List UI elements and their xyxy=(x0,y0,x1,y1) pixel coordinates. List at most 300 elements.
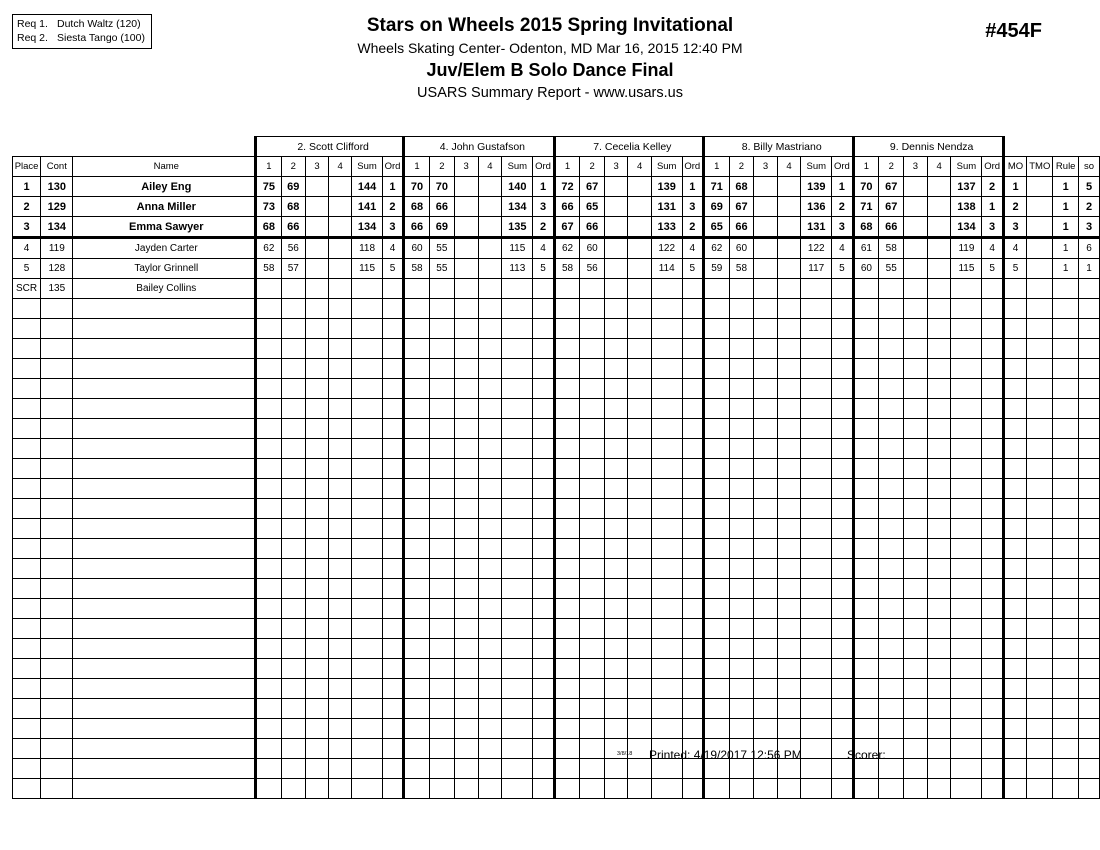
cell-rule xyxy=(1053,399,1079,419)
cell-score xyxy=(329,699,352,719)
cell-score: 70 xyxy=(853,177,879,197)
cell-rule xyxy=(1053,419,1079,439)
cell-score xyxy=(305,359,328,379)
cell-sum: 113 xyxy=(502,259,533,279)
cell-score xyxy=(904,238,928,259)
cell-score xyxy=(777,299,801,319)
cell-score: 55 xyxy=(429,238,454,259)
cell-score xyxy=(478,399,502,419)
cell-place xyxy=(13,479,41,499)
cell-so xyxy=(1079,759,1100,779)
cell-score xyxy=(454,217,478,238)
cell-score xyxy=(604,519,627,539)
cell-sum xyxy=(801,379,832,399)
cell-score xyxy=(454,539,478,559)
cell-sum xyxy=(352,399,383,419)
cell-score xyxy=(904,299,928,319)
cell-ord xyxy=(682,479,703,499)
cell-ord: 4 xyxy=(382,238,403,259)
cell-rule xyxy=(1053,459,1079,479)
cell-score xyxy=(927,238,951,259)
cell-mo xyxy=(1003,659,1027,679)
cell-sum: 114 xyxy=(651,259,682,279)
judge-header-spacer xyxy=(13,137,256,157)
cell-score xyxy=(777,579,801,599)
table-row-blank xyxy=(13,759,1100,779)
cell-cont xyxy=(41,419,73,439)
cell-score xyxy=(580,279,605,299)
cell-ord xyxy=(682,779,703,799)
cell-tmo xyxy=(1027,238,1053,259)
cell-score xyxy=(703,479,729,499)
cell-name xyxy=(73,419,256,439)
cell-ord xyxy=(533,439,554,459)
cell-ord: 2 xyxy=(832,197,853,217)
cell-score xyxy=(754,177,778,197)
col-header-score-3: 3 xyxy=(454,157,478,177)
cell-mo xyxy=(1003,779,1027,799)
cell-sum xyxy=(801,779,832,799)
cell-score xyxy=(604,177,627,197)
cell-sum xyxy=(951,459,982,479)
cell-sum xyxy=(502,779,533,799)
cell-score xyxy=(256,679,281,699)
cell-so xyxy=(1079,679,1100,699)
cell-sum xyxy=(651,579,682,599)
cell-score xyxy=(404,539,430,559)
cell-place: 3 xyxy=(13,217,41,238)
cell-score xyxy=(281,419,305,439)
cell-ord xyxy=(682,619,703,639)
cell-score xyxy=(329,359,352,379)
cell-ord xyxy=(832,519,853,539)
cell-score xyxy=(404,459,430,479)
cell-score xyxy=(256,479,281,499)
cell-place xyxy=(13,299,41,319)
cell-score: 69 xyxy=(429,217,454,238)
cell-score xyxy=(478,659,502,679)
cell-ord xyxy=(382,359,403,379)
cell-score xyxy=(281,539,305,559)
cell-sum xyxy=(352,639,383,659)
cell-cont xyxy=(41,639,73,659)
cell-sum xyxy=(502,599,533,619)
cell-score xyxy=(628,759,651,779)
cell-sum xyxy=(352,559,383,579)
cell-score xyxy=(329,379,352,399)
col-header-ord: Ord xyxy=(832,157,853,177)
cell-score xyxy=(927,579,951,599)
cell-cont xyxy=(41,459,73,479)
cell-score xyxy=(628,439,651,459)
cell-score xyxy=(628,217,651,238)
cell-score xyxy=(628,679,651,699)
cell-score xyxy=(329,279,352,299)
cell-cont xyxy=(41,479,73,499)
cell-ord: 2 xyxy=(533,217,554,238)
cell-score xyxy=(554,279,580,299)
cell-score xyxy=(879,399,904,419)
cell-so xyxy=(1079,419,1100,439)
cell-sum: 139 xyxy=(801,177,832,197)
cell-score xyxy=(904,739,928,759)
cell-ord xyxy=(832,659,853,679)
cell-score xyxy=(853,519,879,539)
cell-score xyxy=(853,299,879,319)
cell-score xyxy=(580,299,605,319)
cell-tmo xyxy=(1027,499,1053,519)
cell-rule xyxy=(1053,659,1079,679)
cell-so xyxy=(1079,299,1100,319)
cell-score xyxy=(580,519,605,539)
cell-so xyxy=(1079,379,1100,399)
cell-so xyxy=(1079,559,1100,579)
cell-sum xyxy=(651,339,682,359)
cell-score xyxy=(729,499,754,519)
cell-score xyxy=(404,519,430,539)
cell-score xyxy=(256,519,281,539)
cell-score xyxy=(754,238,778,259)
cell-ord xyxy=(533,539,554,559)
cell-score xyxy=(305,639,328,659)
cell-sum xyxy=(801,659,832,679)
cell-cont xyxy=(41,659,73,679)
cell-ord xyxy=(682,379,703,399)
cell-score: 58 xyxy=(879,238,904,259)
cell-tmo xyxy=(1027,539,1053,559)
cell-score xyxy=(729,479,754,499)
cell-score xyxy=(256,559,281,579)
event-code: #454F xyxy=(985,20,1042,42)
cell-score xyxy=(729,279,754,299)
col-header-ord: Ord xyxy=(982,157,1003,177)
cell-score xyxy=(478,279,502,299)
cell-sum xyxy=(502,499,533,519)
cell-mo xyxy=(1003,419,1027,439)
cell-score xyxy=(904,539,928,559)
cell-cont xyxy=(41,719,73,739)
cell-ord xyxy=(982,419,1003,439)
cell-mo xyxy=(1003,379,1027,399)
cell-name xyxy=(73,319,256,339)
col-header-sum: Sum xyxy=(352,157,383,177)
cell-score xyxy=(281,339,305,359)
cell-score xyxy=(604,238,627,259)
cell-score xyxy=(628,197,651,217)
cell-ord xyxy=(533,559,554,579)
cell-tmo xyxy=(1027,339,1053,359)
cell-score xyxy=(256,419,281,439)
cell-so xyxy=(1079,579,1100,599)
cell-score xyxy=(853,699,879,719)
cell-score xyxy=(879,339,904,359)
cell-score xyxy=(729,359,754,379)
cell-ord xyxy=(832,459,853,479)
cell-sum xyxy=(502,679,533,699)
cell-score xyxy=(777,559,801,579)
col-header-score-1: 1 xyxy=(703,157,729,177)
cell-sum xyxy=(651,719,682,739)
cell-sum xyxy=(801,479,832,499)
cell-so xyxy=(1079,539,1100,559)
cell-score xyxy=(454,499,478,519)
cell-score xyxy=(729,699,754,719)
cell-sum xyxy=(951,599,982,619)
cell-score xyxy=(554,319,580,339)
cell-ord xyxy=(682,599,703,619)
cell-sum xyxy=(951,579,982,599)
cell-score xyxy=(777,719,801,739)
cell-score xyxy=(329,419,352,439)
cell-score xyxy=(604,319,627,339)
cell-score xyxy=(729,299,754,319)
cell-score xyxy=(329,519,352,539)
cell-place: 1 xyxy=(13,177,41,197)
cell-score xyxy=(904,279,928,299)
cell-score xyxy=(777,359,801,379)
cell-score xyxy=(904,419,928,439)
cell-score xyxy=(454,439,478,459)
col-header-tmo: TMO xyxy=(1027,157,1053,177)
cell-score xyxy=(604,559,627,579)
cell-score xyxy=(478,359,502,379)
cell-score xyxy=(927,479,951,499)
cell-score xyxy=(305,539,328,559)
cell-score xyxy=(927,719,951,739)
cell-score xyxy=(305,177,328,197)
table-row-blank xyxy=(13,519,1100,539)
cell-sum xyxy=(352,599,383,619)
cell-mo xyxy=(1003,479,1027,499)
cell-score xyxy=(754,679,778,699)
cell-score xyxy=(628,479,651,499)
cell-name xyxy=(73,379,256,399)
cell-score: 69 xyxy=(281,177,305,197)
cell-score xyxy=(580,359,605,379)
cell-tmo xyxy=(1027,679,1053,699)
cell-ord xyxy=(382,759,403,779)
cell-score xyxy=(478,217,502,238)
cell-score xyxy=(580,639,605,659)
cell-score xyxy=(281,759,305,779)
cell-rule: 1 xyxy=(1053,177,1079,197)
cell-score xyxy=(478,779,502,799)
cell-score xyxy=(628,699,651,719)
cell-score xyxy=(754,779,778,799)
cell-rule xyxy=(1053,619,1079,639)
cell-score xyxy=(281,299,305,319)
cell-name xyxy=(73,599,256,619)
cell-place xyxy=(13,339,41,359)
cell-score xyxy=(703,659,729,679)
cell-ord xyxy=(832,579,853,599)
cell-score xyxy=(305,319,328,339)
cell-ord xyxy=(982,699,1003,719)
cell-score xyxy=(429,759,454,779)
cell-ord xyxy=(982,599,1003,619)
cell-score xyxy=(604,399,627,419)
cell-score xyxy=(879,419,904,439)
cell-score xyxy=(404,299,430,319)
cell-rule xyxy=(1053,719,1079,739)
cell-score xyxy=(853,539,879,559)
cell-name xyxy=(73,779,256,799)
cell-score xyxy=(454,197,478,217)
cell-sum xyxy=(951,279,982,299)
cell-score xyxy=(703,499,729,519)
cell-score: 68 xyxy=(281,197,305,217)
cell-score xyxy=(281,519,305,539)
cell-score xyxy=(729,719,754,739)
cell-cont xyxy=(41,399,73,419)
cell-rule: 1 xyxy=(1053,238,1079,259)
cell-ord: 4 xyxy=(982,238,1003,259)
cell-score xyxy=(927,279,951,299)
cell-ord xyxy=(533,339,554,359)
cell-score xyxy=(604,279,627,299)
cell-mo: 5 xyxy=(1003,259,1027,279)
cell-score xyxy=(305,599,328,619)
cell-score xyxy=(729,659,754,679)
cell-ord: 3 xyxy=(832,217,853,238)
cell-score xyxy=(927,299,951,319)
cell-score xyxy=(580,439,605,459)
judge-header-tail-spacer xyxy=(1003,137,1099,157)
cell-name xyxy=(73,719,256,739)
cell-score xyxy=(256,459,281,479)
table-row xyxy=(13,259,1100,279)
cell-rule: 1 xyxy=(1053,197,1079,217)
cell-ord xyxy=(832,399,853,419)
cell-score xyxy=(554,619,580,639)
cell-ord xyxy=(382,459,403,479)
cell-score xyxy=(879,379,904,399)
cell-sum xyxy=(801,299,832,319)
cell-score xyxy=(703,619,729,639)
col-header-score-3: 3 xyxy=(604,157,627,177)
cell-score xyxy=(256,599,281,619)
cell-score xyxy=(404,419,430,439)
cell-score xyxy=(853,359,879,379)
cell-sum xyxy=(352,659,383,679)
cell-sum xyxy=(502,399,533,419)
cell-ord xyxy=(382,719,403,739)
cell-ord xyxy=(382,619,403,639)
cell-score xyxy=(580,539,605,559)
cell-place xyxy=(13,639,41,659)
cell-name: Anna Miller xyxy=(73,197,256,217)
cell-mo xyxy=(1003,559,1027,579)
cell-score xyxy=(554,419,580,439)
cell-score xyxy=(478,319,502,339)
cell-score xyxy=(329,399,352,419)
cell-place xyxy=(13,399,41,419)
cell-score: 62 xyxy=(703,238,729,259)
cell-score xyxy=(329,779,352,799)
cell-tmo xyxy=(1027,359,1053,379)
cell-score xyxy=(777,379,801,399)
cell-score xyxy=(454,559,478,579)
cell-ord xyxy=(533,279,554,299)
cell-sum xyxy=(651,699,682,719)
cell-score xyxy=(777,599,801,619)
cell-sum xyxy=(352,779,383,799)
cell-so xyxy=(1079,499,1100,519)
cell-score xyxy=(429,559,454,579)
cell-score xyxy=(703,279,729,299)
cell-score xyxy=(580,739,605,759)
cell-sum xyxy=(502,719,533,739)
cell-score xyxy=(853,339,879,359)
cell-score xyxy=(281,439,305,459)
col-header-score-3: 3 xyxy=(305,157,328,177)
cell-ord xyxy=(832,499,853,519)
col-header-score-2: 2 xyxy=(429,157,454,177)
cell-score: 75 xyxy=(256,177,281,197)
cell-sum: 136 xyxy=(801,197,832,217)
scorer-label: Scorer: xyxy=(847,748,886,762)
cell-sum xyxy=(352,539,383,559)
cell-cont: 130 xyxy=(41,177,73,197)
cell-mo xyxy=(1003,359,1027,379)
cell-rule xyxy=(1053,499,1079,519)
cell-score xyxy=(281,379,305,399)
cell-score xyxy=(329,719,352,739)
cell-ord xyxy=(382,599,403,619)
cell-sum: 131 xyxy=(651,197,682,217)
cell-sum xyxy=(502,439,533,459)
cell-sum xyxy=(951,439,982,459)
cell-ord xyxy=(382,679,403,699)
cell-score xyxy=(429,719,454,739)
cell-score xyxy=(628,319,651,339)
cell-ord xyxy=(533,659,554,679)
table-row xyxy=(13,217,1100,238)
cell-score xyxy=(703,599,729,619)
cell-name xyxy=(73,679,256,699)
cell-name xyxy=(73,699,256,719)
cell-score xyxy=(454,319,478,339)
cell-score xyxy=(927,339,951,359)
cell-score xyxy=(454,659,478,679)
cell-ord xyxy=(533,479,554,499)
cell-score xyxy=(777,439,801,459)
cell-score xyxy=(554,639,580,659)
cell-score xyxy=(429,739,454,759)
cell-ord xyxy=(682,499,703,519)
cell-name xyxy=(73,619,256,639)
cell-mo xyxy=(1003,439,1027,459)
cell-sum: 133 xyxy=(651,217,682,238)
cell-so xyxy=(1079,519,1100,539)
cell-sum xyxy=(502,419,533,439)
cell-cont xyxy=(41,539,73,559)
cell-score xyxy=(703,779,729,799)
cell-score xyxy=(305,619,328,639)
cell-sum xyxy=(651,319,682,339)
cell-score xyxy=(927,619,951,639)
cell-rule xyxy=(1053,359,1079,379)
cell-sum xyxy=(651,779,682,799)
cell-sum xyxy=(502,339,533,359)
cell-score xyxy=(429,319,454,339)
cell-sum xyxy=(651,399,682,419)
cell-score xyxy=(628,499,651,519)
cell-sum xyxy=(352,719,383,739)
cell-so: 6 xyxy=(1079,238,1100,259)
cell-score xyxy=(478,499,502,519)
cell-score xyxy=(281,699,305,719)
